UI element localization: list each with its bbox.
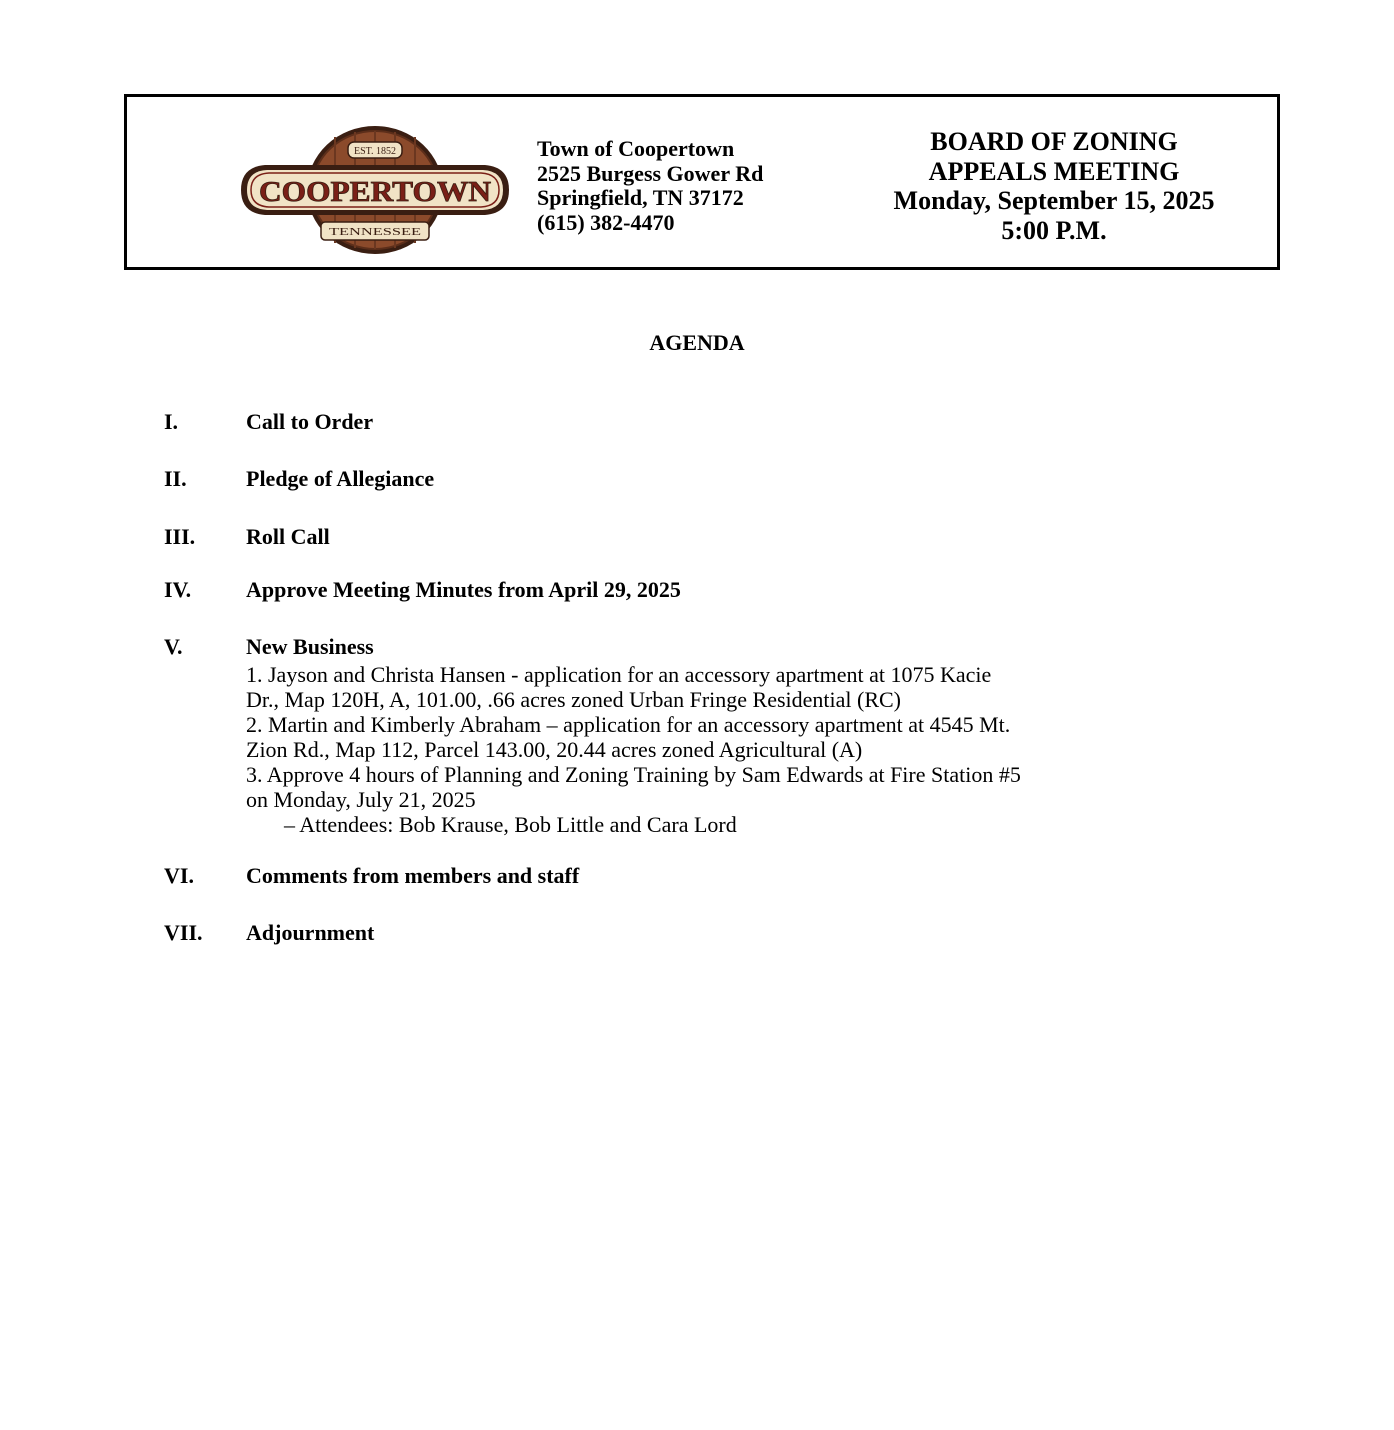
agenda-title: AGENDA <box>649 330 745 355</box>
agenda-item-label: Comments from members and staff <box>246 863 580 888</box>
address-line: Town of Coopertown <box>537 136 735 161</box>
new-business-line: 1. Jayson and Christa Hansen - application for an accessory apartment at 1075 Kacie <box>246 662 992 687</box>
address-line: (615) 382-4470 <box>537 209 675 235</box>
agenda-item-label: Approve Meeting Minutes from April 29, 2025 <box>246 577 681 602</box>
logo-state-text: TENNESSEE <box>329 226 422 238</box>
agenda-item <box>164 863 579 888</box>
agenda-item-number: VI. <box>164 863 194 888</box>
meeting-line: 5:00 P.M. <box>1001 215 1107 245</box>
agenda-item-number: IV. <box>164 577 192 602</box>
agenda-item-number: III. <box>164 524 196 549</box>
agenda-item <box>164 634 374 659</box>
agenda-item-label: New Business <box>246 634 374 659</box>
address-line: 2525 Burgess Gower Rd <box>537 160 764 186</box>
town-address <box>537 137 763 235</box>
new-business-list <box>246 662 1246 837</box>
agenda-item-number: VII. <box>164 920 203 945</box>
agenda-item-label: Call to Order <box>246 409 374 434</box>
agenda-item-label: Roll Call <box>246 524 330 549</box>
logo-name-text: COOPERTOWN <box>259 176 492 208</box>
header-box <box>124 94 1280 270</box>
meeting-info <box>849 127 1259 245</box>
meeting-line: Monday, September 15, 2025 <box>893 186 1215 215</box>
coopertown-logo <box>235 125 515 255</box>
new-business-line: Zion Rd., Map 112, Parcel 143.00, 20.44 acres zoned Agricultural (A) <box>246 737 863 762</box>
new-business-line: Dr., Map 120H, A, 101.00, .66 acres zoned Urban Fringe Residential (RC) <box>246 687 901 712</box>
agenda-item <box>164 920 374 945</box>
new-business-line: 2. Martin and Kimberly Abraham – application for an accessory apartment at 4545 Mt. <box>246 712 1011 737</box>
new-business-line: 3. Approve 4 hours of Planning and Zoning Training by Sam Edwards at Fire Station #5 <box>246 762 1021 787</box>
agenda-item-number: V. <box>164 634 183 659</box>
agenda-item <box>164 409 373 434</box>
agenda-item <box>164 577 681 602</box>
agenda-item <box>164 466 434 491</box>
agenda-item-number: II. <box>164 466 187 491</box>
agenda-item-label: Adjournment <box>246 920 375 945</box>
meeting-line: APPEALS MEETING <box>928 156 1180 186</box>
address-line: Springfield, TN 37172 <box>537 185 744 210</box>
agenda-item-label: Pledge of Allegiance <box>246 466 435 491</box>
meeting-line: BOARD OF ZONING <box>930 127 1178 156</box>
logo-est-text: EST. 1852 <box>353 146 397 157</box>
agenda-item-number: I. <box>164 409 179 434</box>
new-business-line: – Attendees: Bob Krause, Bob Little and Cara Lord <box>284 812 737 837</box>
new-business-line: on Monday, July 21, 2025 <box>246 787 476 812</box>
agenda-item <box>164 524 330 549</box>
